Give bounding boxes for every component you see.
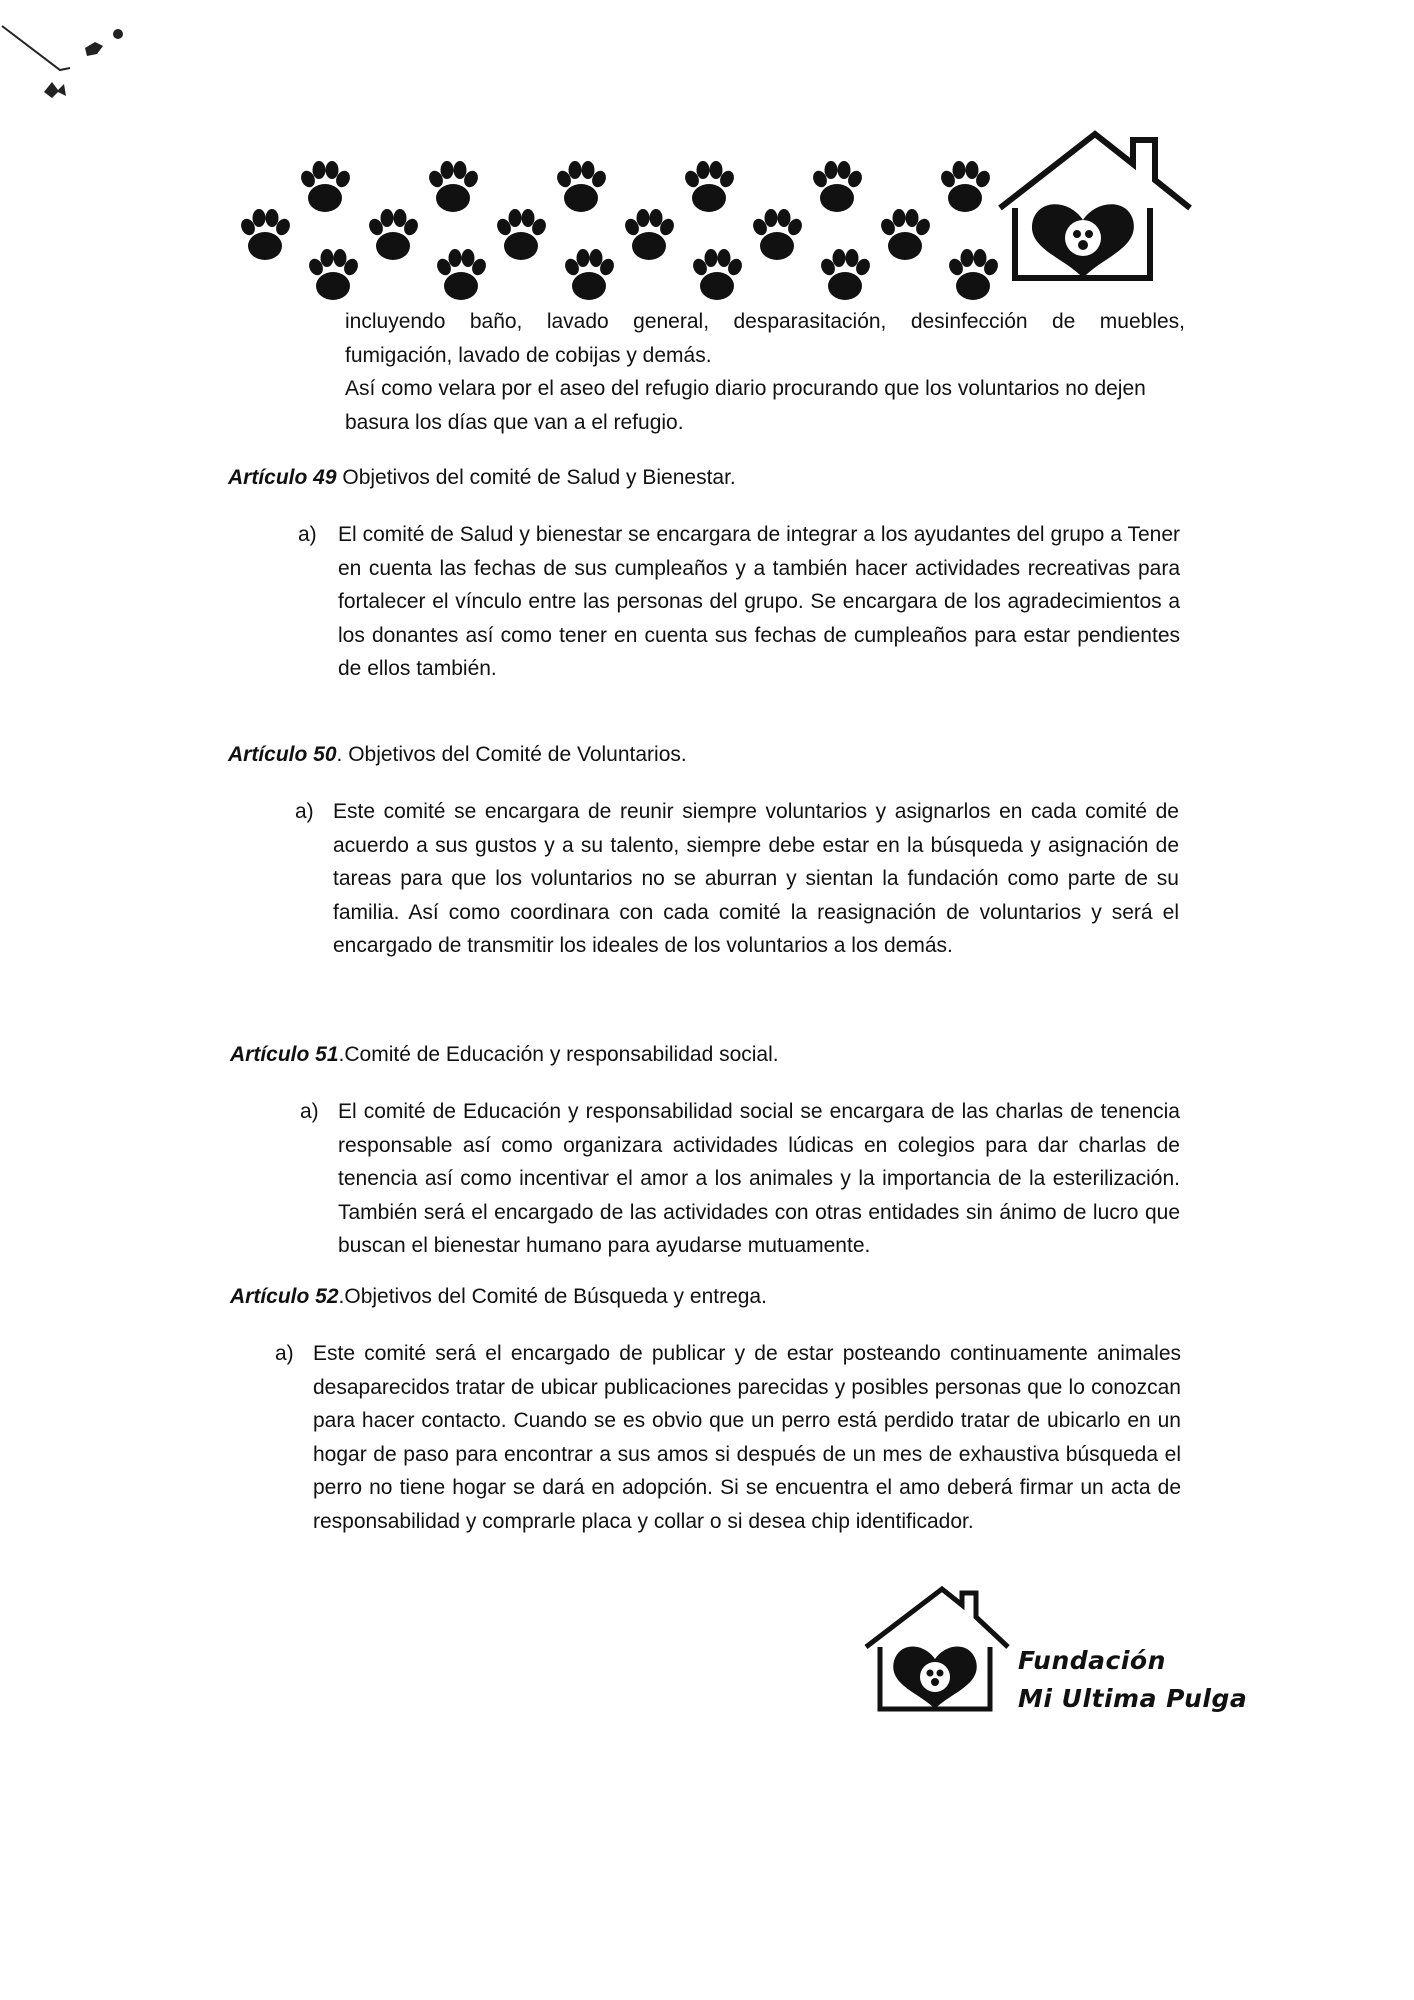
article-52-title: .Objetivos del Comité de Búsqueda y entrega.	[338, 1285, 767, 1308]
article-51-heading	[230, 1043, 779, 1067]
article-49-title: Objetivos del comité de Salud y Bienestar.	[336, 466, 736, 489]
article-51-number: Artículo 51	[230, 1043, 339, 1066]
foundation-name	[1018, 1642, 1247, 1718]
article-50-title: . Objetivos del Comité de Voluntarios.	[336, 743, 687, 766]
article-50-item	[295, 795, 1187, 965]
footer-house-heart-logo-icon	[862, 1585, 1012, 1715]
article-50-number: Artículo 50	[228, 743, 337, 766]
article-50-marker: a)	[295, 800, 314, 823]
article-49-number: Artículo 49	[228, 466, 337, 489]
continuation-paragraph	[345, 305, 1185, 439]
article-51-title: .Comité de Educación y responsabilidad social.	[338, 1043, 779, 1066]
article-49-heading	[228, 466, 736, 490]
article-52-heading	[230, 1285, 767, 1309]
article-52-marker: a)	[275, 1342, 294, 1365]
foundation-name-line-1: Fundación	[1018, 1646, 1166, 1675]
corner-scribble-icon	[0, 20, 140, 110]
article-49-item	[298, 518, 1188, 688]
article-49-marker: a)	[298, 523, 317, 546]
article-51-item	[300, 1095, 1188, 1265]
article-52-number: Artículo 52	[230, 1285, 339, 1308]
house-heart-logo-icon	[1000, 134, 1190, 278]
continuation-line-3: Así como velara por el aseo del refugio diario procurando que los voluntarios no dejen	[345, 377, 1146, 400]
article-52-item	[275, 1337, 1187, 1577]
article-51-marker: a)	[300, 1100, 319, 1123]
article-52-text: Este comité será el encargado de publicar y de estar posteando continuamente animales desaparecidos tratar de ubicar publicaciones parecidas y posibles personas que lo conozcan para hacer contacto. Cuando se es obvio que un perro está perdido tratar de ubicarlo en un hogar de paso para encontrar a sus amos si después de un mes de exhaustiva búsqueda el perro no tiene hogar se dará en adopción. Si se encuentra el amo deberá firmar un acta de responsabilidad y comprarle placa y collar o si desea chip identificador.	[313, 1342, 1181, 1533]
paw-banner	[225, 128, 1225, 308]
paw-print-icon	[239, 161, 1001, 300]
continuation-line-2: fumigación, lavado de cobijas y demás.	[345, 343, 712, 367]
continuation-line-4: basura los días que van a el refugio.	[345, 410, 684, 434]
continuation-line-1: incluyendo baño, lavado general, desparasitación, desinfección de muebles,	[345, 310, 1185, 333]
article-50-text: Este comité se encargara de reunir siempre voluntarios y asignarlos en cada comité de acuerdo a sus gustos y a su talento, siempre debe estar en la búsqueda y asignación de tareas para que los voluntarios no se aburran y sientan la fundación como parte de su familia. Así como coordinara con cada comité la reasignación de voluntarios y será el encargado de transmitir los ideales de los voluntarios a los demás.	[333, 800, 1179, 957]
article-50-heading	[228, 743, 687, 767]
article-49-text: El comité de Salud y bienestar se encargara de integrar a los ayudantes del grupo a Tener en cuenta las fechas de sus cumpleaños y a también hacer actividades recreativas para fortalecer el vínculo entre las personas del grupo. Se encargara de los agradecimientos a los donantes así como tener en cuenta sus fechas de cumpleaños para estar pendientes de ellos también.	[338, 523, 1180, 680]
article-51-text: El comité de Educación y responsabilidad social se encargara de las charlas de tenencia responsable así como organizara actividades lúdicas en colegios para dar charlas de tenencia así como incentivar el amor a los animales y la importancia de la esterilización. También será el encargado de las actividades con otras entidades sin ánimo de lucro que buscan el bienestar humano para ayudarse mutuamente.	[338, 1100, 1180, 1257]
foundation-name-line-2: Mi Ultima Pulga	[1018, 1684, 1248, 1713]
